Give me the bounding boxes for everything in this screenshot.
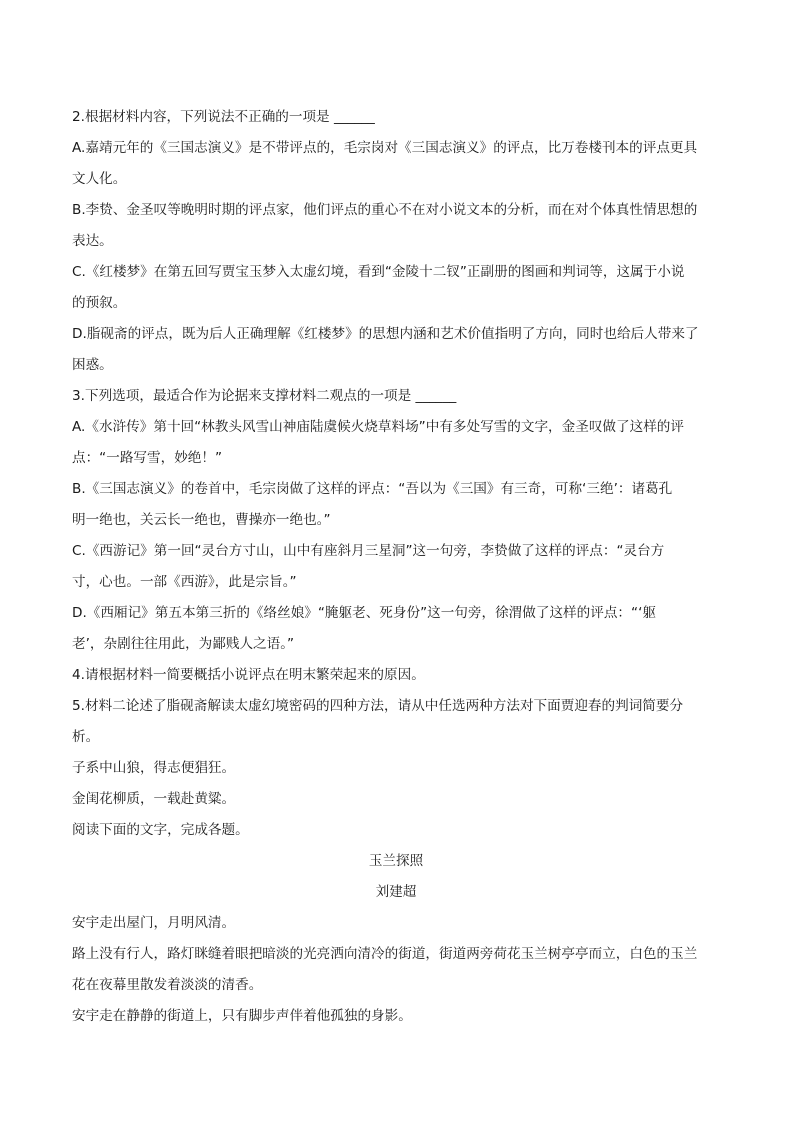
option-line: 寸，心也。一部《西游》，此是宗旨。”: [72, 574, 297, 590]
question-3-option-c: [72, 536, 720, 598]
story-author: 刘建超: [375, 884, 417, 900]
option-line: A.嘉靖元年的《三国志演义》是不带评点的，毛宗岗对《三国志演义》的评点，比万卷楼刊本的评点更具: [72, 140, 698, 156]
question-4: [72, 660, 720, 691]
question-2-option-a: [72, 133, 720, 195]
reading-instruction: 阅读下面的文字，完成各题。: [72, 822, 249, 838]
option-line: B.《三国志演义》的卷首中，毛宗岗做了这样的评点：“吾以为《三国》有三奇，可称‘三绝’：诸葛孔: [72, 481, 673, 497]
question-2: [72, 102, 720, 381]
question-3-option-d: [72, 598, 720, 660]
question-5-stem-line: 析。: [72, 729, 100, 745]
option-line: B.李贽、金圣叹等晚明时期的评点家，他们评点的重心不在对小说文本的分析，而在对个体真性情思想的: [72, 202, 698, 218]
question-3-stem: 3.下列选项，最适合作为论据来支撑材料二观点的一项是 ______: [72, 388, 457, 404]
question-3: [72, 381, 720, 660]
option-line: A.《水浒传》第十回“林教头风雪山神庙陆虞候火烧草料场”中有多处写雪的文字，金圣叹做了这样的评: [72, 419, 684, 435]
story: [72, 846, 720, 1032]
option-line: D.《西厢记》第五本第三折的《络丝娘》“腌躯老、死身份”这一句旁，徐渭做了这样的评点：“‘躯: [72, 605, 656, 621]
document-page: [72, 102, 720, 1032]
option-line: C.《红楼梦》在第五回写贾宝玉梦入太虚幻境，看到“金陵十二钗”正副册的图画和判词等，这属于小说: [72, 264, 685, 280]
question-5: [72, 691, 720, 815]
question-5-stem-line: 5.材料二论述了脂砚斋解读太虚幻境密码的四种方法，请从中任选两种方法对下面贾迎春的判词简要分: [72, 698, 684, 714]
question-2-option-d: [72, 319, 720, 381]
option-line: 老’，杂剧往往用此，为鄙贱人之语。”: [72, 636, 295, 652]
question-3-option-b: [72, 474, 720, 536]
option-line: 困惑。: [72, 357, 113, 373]
option-line: 点：“一路写雪，妙绝！”: [72, 450, 223, 466]
verse-line: 金闺花柳质，一载赴黄粱。: [72, 791, 236, 807]
question-2-option-b: [72, 195, 720, 257]
option-line: 表达。: [72, 233, 113, 249]
story-paragraph-line: 花在夜幕里散发着淡淡的清香。: [72, 977, 263, 993]
question-2-stem: 2.根据材料内容，下列说法不正确的一项是 ______: [72, 109, 375, 125]
option-line: D.脂砚斋的评点，既为后人正确理解《红楼梦》的思想内涵和艺术价值指明了方向，同时也给后人带来了: [72, 326, 699, 342]
story-title: 玉兰探照: [368, 853, 424, 869]
story-paragraph: 安宇走在静静的街道上，只有脚步声伴着他孤独的身影。: [72, 1008, 412, 1024]
option-line: 明一绝也，关云长一绝也，曹操亦一绝也。”: [72, 512, 331, 528]
verse-line: 子系中山狼，得志便猖狂。: [72, 760, 236, 776]
story-paragraph: 安宇走出屋门，月明风清。: [72, 915, 236, 931]
story-paragraph-line: 路上没有行人，路灯眯缝着眼把暗淡的光亮洒向清冷的街道，街道两旁荷花玉兰树亭亭而立，白色的玉兰: [72, 946, 698, 962]
question-2-option-c: [72, 257, 720, 319]
option-line: C.《西游记》第一回“灵台方寸山，山中有座斜月三星洞”这一句旁，李贽做了这样的评点：“灵台方: [72, 543, 665, 559]
question-3-option-a: [72, 412, 720, 474]
option-line: 文人化。: [72, 171, 127, 187]
question-4-stem: 4.请根据材料一简要概括小说评点在明末繁荣起来的原因。: [72, 667, 425, 683]
option-line: 的预叙。: [72, 295, 127, 311]
